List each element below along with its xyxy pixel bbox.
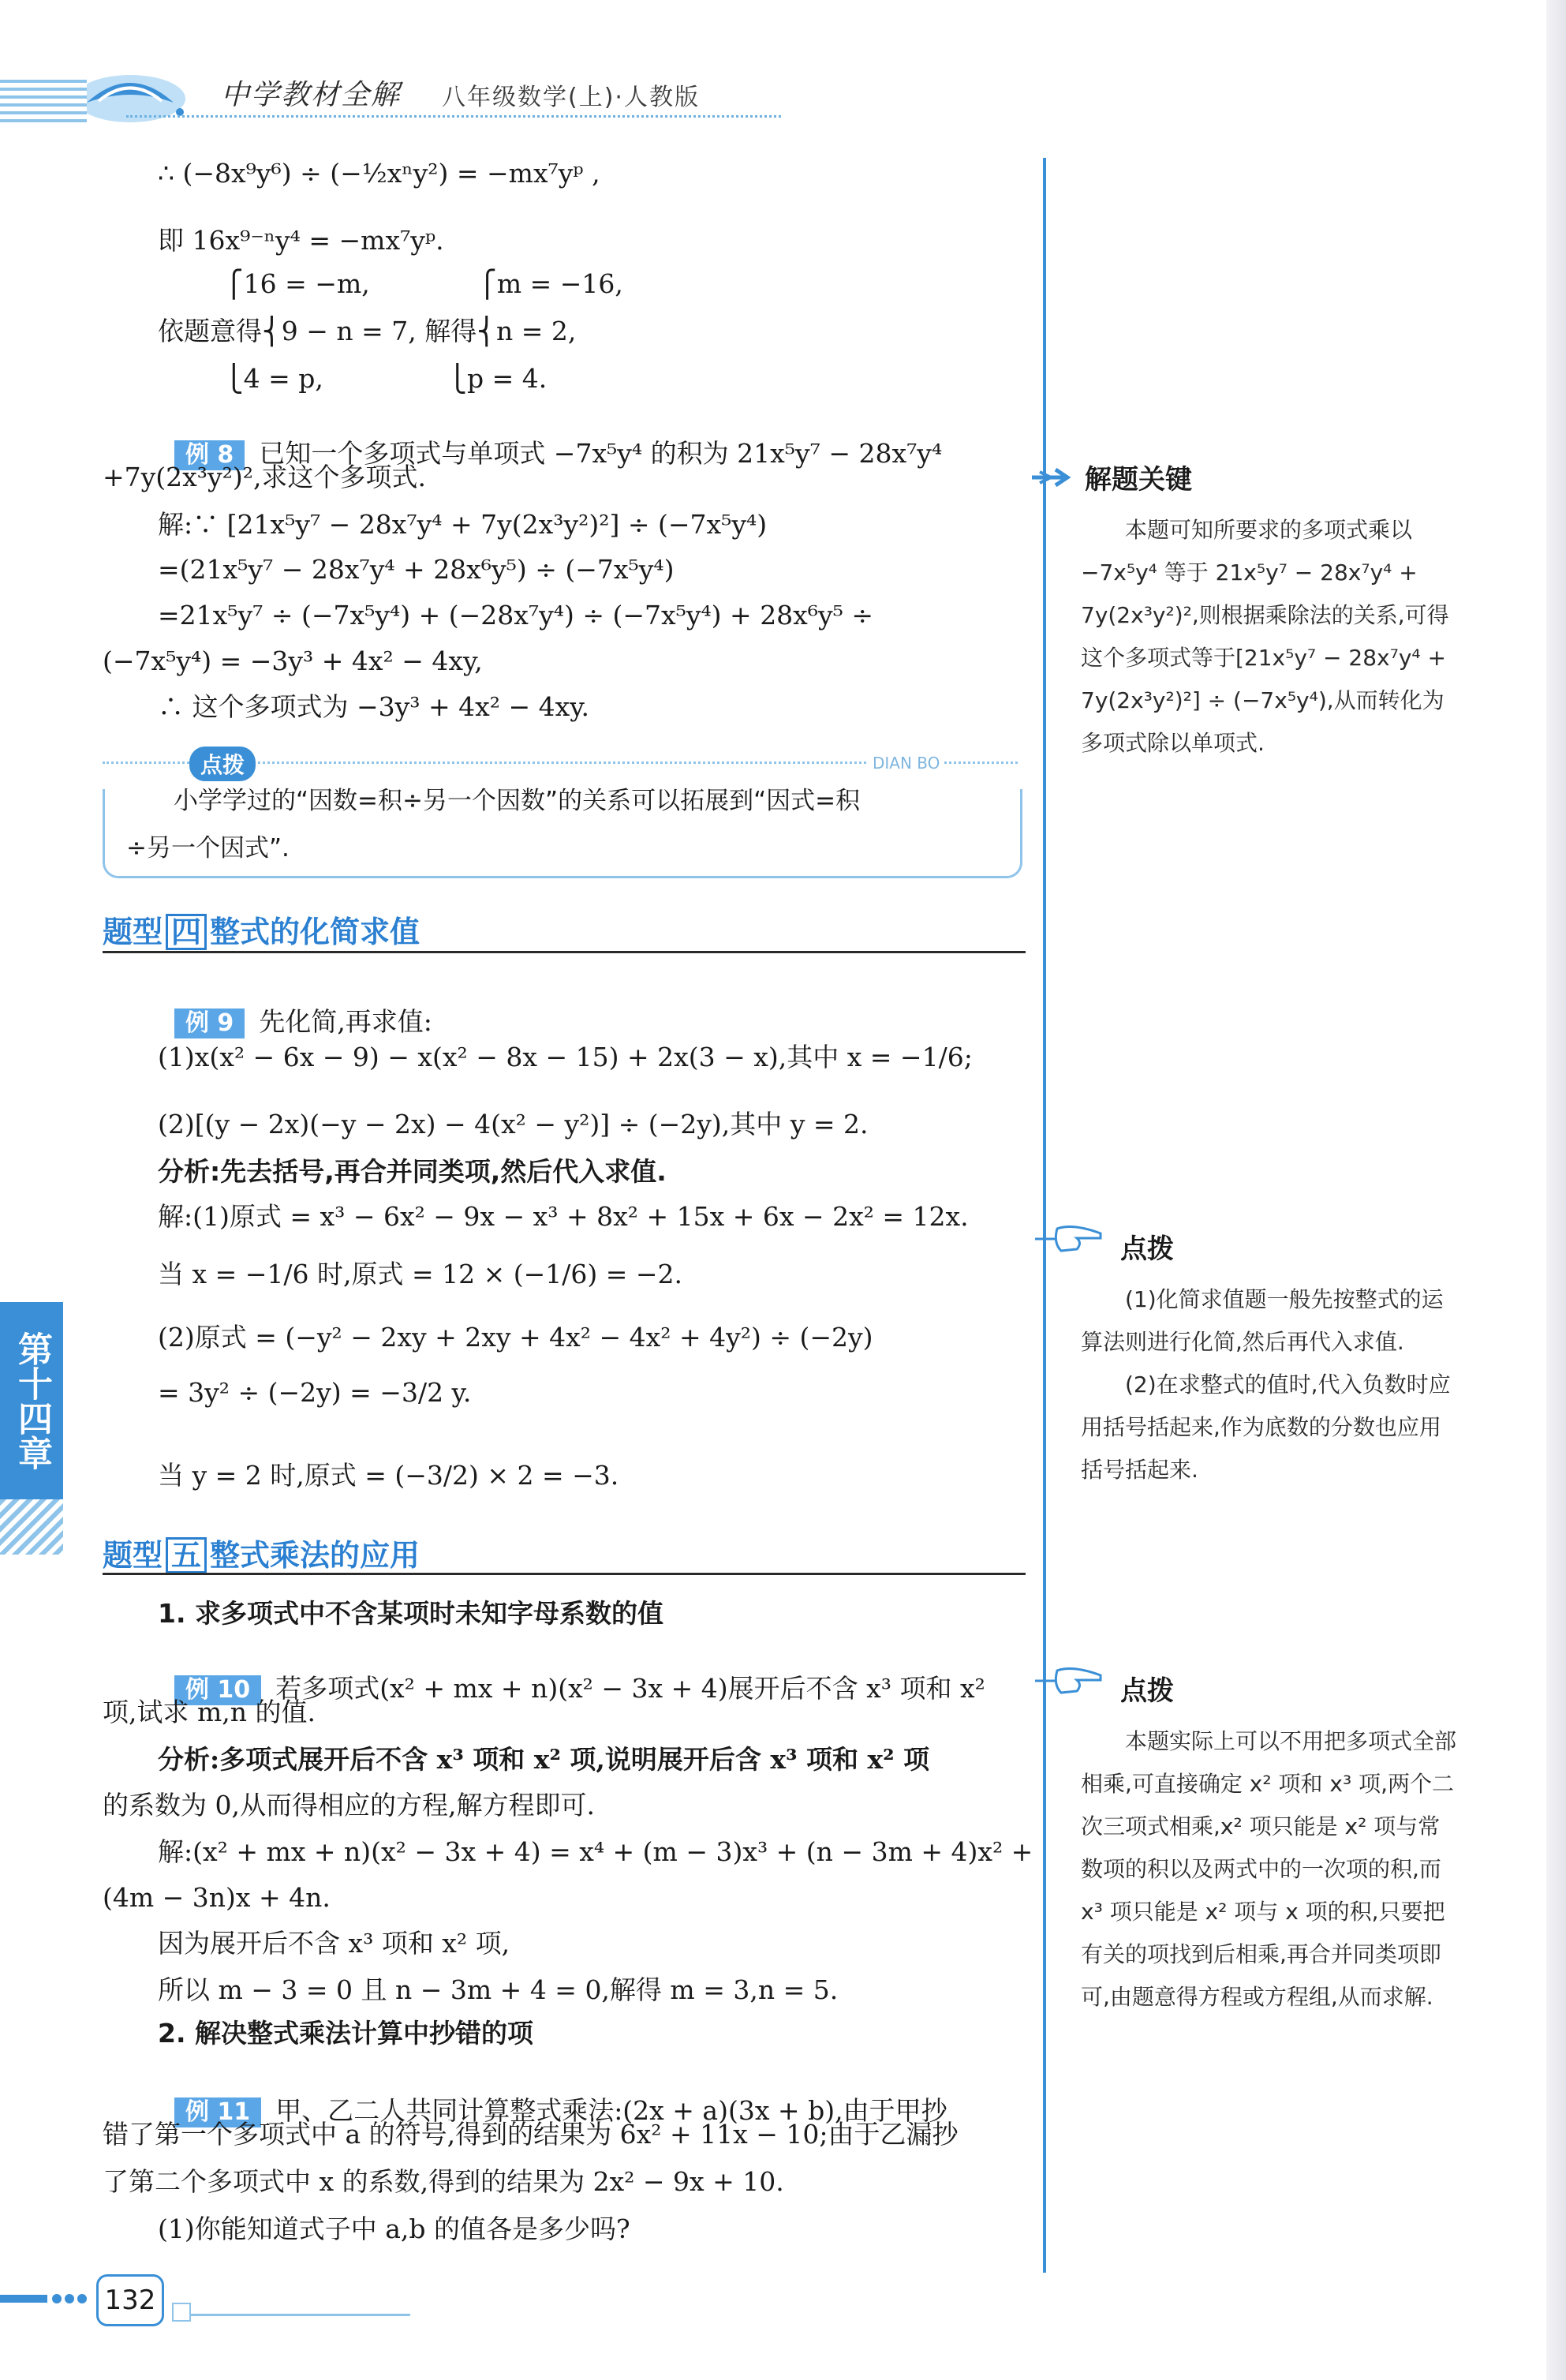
side-tip1-line-4: 用括号括起来,作为底数的分数也应用: [1081, 1414, 1441, 1440]
section-5-prefix: 题型: [103, 1538, 163, 1573]
main-line-3: ⎧16 = −m, ⎧m = −16,: [158, 268, 623, 299]
pointing-hand-icon-2: [1033, 1661, 1104, 1704]
ex8-s3: =21x⁵y⁷ ÷ (−7x⁵y⁴) + (−28x⁷y⁴) ÷ (−7x⁵y⁴) + 28x⁶y⁵ ÷: [158, 600, 874, 631]
pointing-hand-icon: [1033, 1219, 1104, 1262]
subheading-1: 1. 求多项式中不含某项时未知字母系数的值: [158, 1598, 663, 1629]
ex8-s5: ∴ 这个多项式为 −3y³ + 4x² − 4xy.: [158, 691, 589, 722]
ex8-q1: 已知一个多项式与单项式 −7x⁵y⁴ 的积为 21x⁵y⁷ − 28x⁷y⁴: [259, 438, 943, 469]
footer-rule: [189, 2314, 410, 2316]
ex11-q1: 甲、乙二人共同计算整式乘法:(2x + a)(3x + b),由于甲抄: [275, 2095, 947, 2126]
side-key-line-1: 本题可知所要求的多项式乘以: [1125, 517, 1413, 543]
main-line-4: 依题意得⎨9 − n = 7, 解得⎨n = 2,: [158, 316, 577, 346]
side-key-line-3: 7y(2x³y²)²,则根据乘除法的关系,可得: [1081, 602, 1449, 628]
ex9-s2: 当 x = −1/6 时,原式 = 12 × (−1/6) = −2.: [158, 1259, 682, 1289]
side-tip2-title: 点拨: [1120, 1675, 1174, 1707]
side-tip1-line-3: (2)在求整式的值时,代入负数时应: [1125, 1371, 1451, 1398]
ex10-q1: 若多项式(x² + mx + n)(x² − 3x + 4)展开后不含 x³ 项和 x²: [275, 1673, 985, 1704]
side-tip1-title: 点拨: [1120, 1233, 1174, 1265]
side-key-line-2: −7x⁵y⁴ 等于 21x⁵y⁷ − 28x⁷y⁴ +: [1081, 559, 1418, 586]
ex10-a1-text: 分析:多项式展开后不含 x³ 项和 x² 项,说明展开后含 x³ 项和 x² 项: [158, 1744, 930, 1775]
side-key-line-4: 这个多项式等于[21x⁵y⁷ − 28x⁷y⁴ +: [1081, 645, 1446, 671]
ex8-s1: 解:∵ [21x⁵y⁷ − 28x⁷y⁴ + 7y(2x³y²)²] ÷ (−7x⁵y⁴): [158, 509, 768, 540]
chapter-stripe: [0, 1499, 63, 1555]
ex8-q2: +7y(2x³y²)²,求这个多项式.: [103, 462, 426, 492]
ex10-label: 例 10: [174, 1675, 261, 1705]
page-number: 132: [96, 2274, 164, 2326]
chapter-tab: 第十四章: [0, 1302, 63, 1499]
main-line-2: 即 16x⁹⁻ⁿy⁴ = −mx⁷yᵖ.: [158, 225, 444, 256]
ex9-s1: 解:(1)原式 = x³ − 6x² − 9x − x³ + 8x² + 15x + 6x − 2x² = 12x.: [158, 1201, 969, 1232]
ex10-s2: (4m − 3n)x + 4n.: [103, 1882, 331, 1913]
dianbo-tag: 点拨: [189, 747, 256, 781]
header-subtitle: 八年级数学(上)·人教版: [442, 84, 700, 111]
side-tip2-line-2: 相乘,可直接确定 x² 项和 x³ 项,两个二: [1081, 1771, 1454, 1797]
side-tip2-line-4: 数项的积以及两式中的一次项的积,而: [1081, 1856, 1441, 1882]
ex9-s4: = 3y² ÷ (−2y) = −3/2 y.: [158, 1377, 472, 1408]
section-4-rule: [103, 951, 1026, 953]
ex9-p1: (1)x(x² − 6x − 9) − x(x² − 8x − 15) + 2x(3 − x),其中 x = −1/6;: [158, 1042, 973, 1072]
ex10-q2: 项,试求 m,n 的值.: [103, 1697, 316, 1727]
side-key-title: 解题关键: [1085, 464, 1192, 496]
ex9-question: [158, 975, 432, 1038]
side-key-line-5: 7y(2x³y²)²] ÷ (−7x⁵y⁴),从而转化为: [1081, 687, 1445, 713]
side-tip2-line-7: 可,由题意得方程或方程组,从而求解.: [1081, 1984, 1433, 2010]
ex9-s3: (2)原式 = (−y² − 2xy + 2xy + 4x² − 4x² + 4y²) ÷ (−2y): [158, 1322, 873, 1353]
ex8-label: 例 8: [174, 440, 245, 470]
ex9-analysis: 分析:先去括号,再合并同类项,然后代入求值.: [158, 1156, 667, 1187]
side-tip2-line-6: 有关的项找到后相乘,再合并同类项即: [1081, 1941, 1441, 1967]
header-rule: [126, 115, 781, 118]
ex11-q3: 了第二个多项式中 x 的系数,得到的结果为 2x² − 9x + 10.: [103, 2166, 784, 2197]
ex8-s4: (−7x⁵y⁴) = −3y³ + 4x² − 4xy,: [103, 646, 483, 676]
arrow-icon: [1032, 466, 1079, 492]
footer-square: [172, 2303, 191, 2322]
ex9-label: 例 9: [174, 1009, 245, 1038]
header-stripes: [0, 75, 87, 122]
dianbo-text-1: 小学学过的“因数=积÷另一个因数”的关系可以拓展到“因式=积: [174, 787, 861, 815]
ex11-label: 例 11: [174, 2097, 261, 2127]
section-5-rule: [103, 1573, 1026, 1575]
side-tip2-line-1: 本题实际上可以不用把多项式全部: [1125, 1728, 1457, 1754]
ex10-s3: 因为展开后不含 x³ 项和 x² 项,: [158, 1928, 510, 1959]
section-4-heading: [103, 907, 420, 951]
section-5-heading: [103, 1531, 420, 1574]
ex9-q: 先化简,再求值:: [259, 1006, 432, 1037]
dianbo-en: DIAN BO: [868, 754, 944, 773]
section-4-number: 四: [166, 914, 207, 950]
main-line-1: ∴ (−8x⁹y⁶) ÷ (−½xⁿy²) = −mx⁷yᵖ ,: [158, 158, 600, 189]
side-key-text: [1081, 509, 1523, 765]
ex10-a1: [158, 1744, 929, 1776]
page-edge: [1546, 0, 1566, 2380]
ex10-s1: 解:(x² + mx + n)(x² − 3x + 4) = x⁴ + (m − 3)x³ + (n − 3m + 4)x² +: [158, 1836, 1033, 1867]
ex11-question: [158, 2064, 947, 2127]
ex9-s5: 当 y = 2 时,原式 = (−3/2) × 2 = −3.: [158, 1460, 619, 1491]
header-title: 中学教材全解: [221, 79, 402, 111]
section-5-number: 五: [166, 1537, 207, 1574]
section-4-title: 整式的化简求值: [210, 915, 420, 949]
ex8-s2: =(21x⁵y⁷ − 28x⁷y⁴ + 28x⁶y⁵) ÷ (−7x⁵y⁴): [158, 554, 675, 585]
side-tip1-line-1: (1)化简求值题一般先按整式的运: [1125, 1286, 1444, 1312]
subheading-2: 2. 解决整式乘法计算中抄错的项: [158, 2018, 533, 2049]
side-tip1-text: [1081, 1278, 1523, 1491]
ex11-q2: 错了第一个多项式中 a 的符号,得到的结果为 6x² + 11x − 10;由于乙漏抄: [103, 2119, 959, 2150]
ex10-s4: 所以 m − 3 = 0 且 n − 3m + 4 = 0,解得 m = 3,n = 5.: [158, 1974, 839, 2005]
ex11-q4: (1)你能知道式子中 a,b 的值各是多少吗?: [158, 2213, 630, 2244]
ex9-p2: (2)[(y − 2x)(−y − 2x) − 4(x² − y²)] ÷ (−2y),其中 y = 2.: [158, 1109, 869, 1139]
side-key-line-6: 多项式除以单项式.: [1081, 730, 1265, 756]
ex10-a2: 的系数为 0,从而得相应的方程,解方程即可.: [103, 1790, 595, 1821]
ex8-question-line-1: [158, 406, 942, 470]
side-tip1-line-5: 括号括起来.: [1081, 1457, 1198, 1483]
main-line-5: ⎩4 = p, ⎩p = 4.: [158, 363, 548, 394]
section-4-prefix: 题型: [103, 915, 163, 949]
section-5-title: 整式乘法的应用: [210, 1538, 420, 1573]
ex10-question: [158, 1641, 985, 1705]
side-tip2-line-3: 次三项式相乘,x² 项只能是 x² 项与常: [1081, 1813, 1441, 1839]
side-tip2-text: [1081, 1720, 1523, 2019]
side-tip2-line-5: x³ 项只能是 x² 项与 x 项的积,只要把: [1081, 1899, 1445, 1925]
side-tip1-line-2: 算法则进行化简,然后再代入求值.: [1081, 1329, 1404, 1355]
dianbo-text-2: ÷另一个因式”.: [126, 834, 290, 863]
footer-dots: [0, 2287, 93, 2311]
